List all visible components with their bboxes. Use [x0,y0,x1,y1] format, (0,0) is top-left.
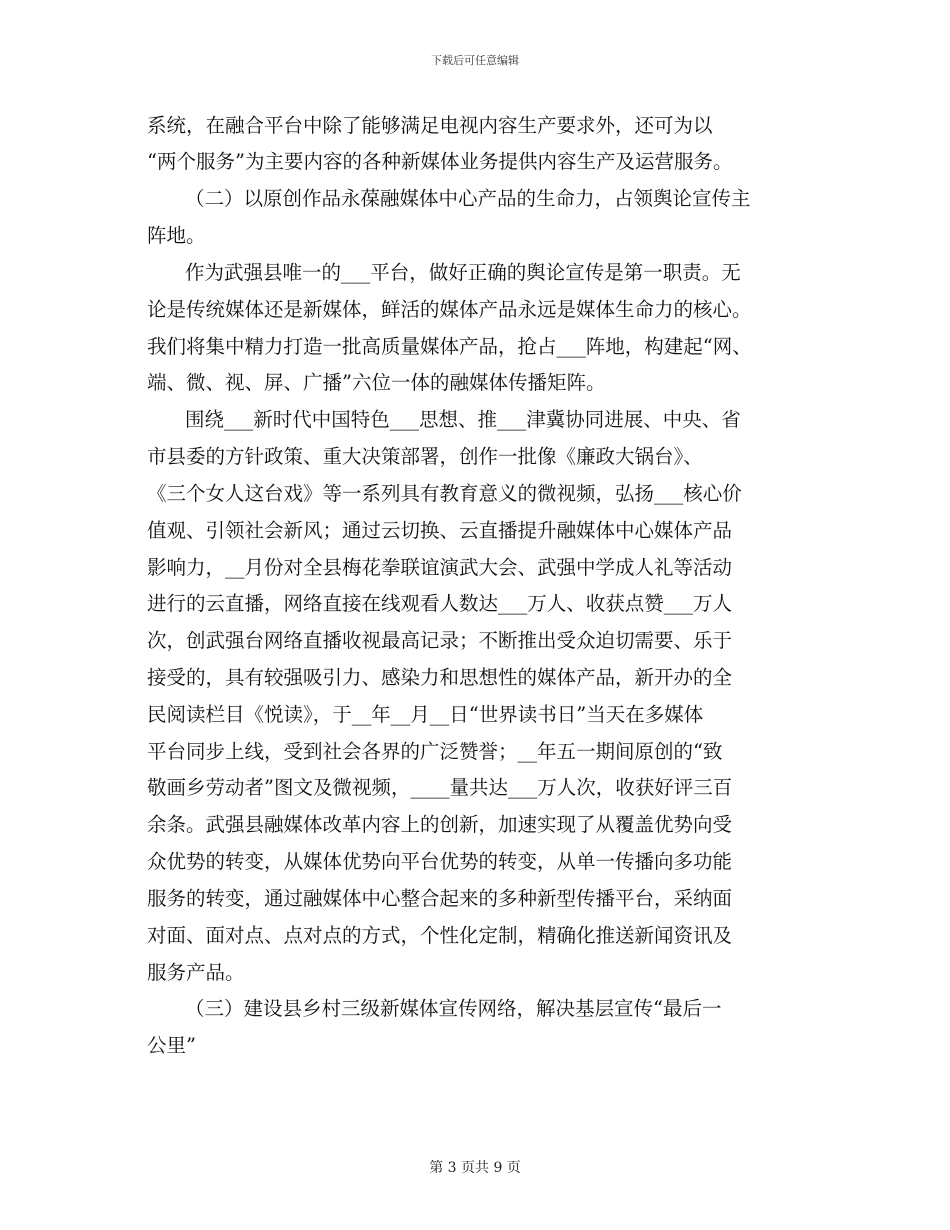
text-line: 次，创武强台网络直播收视最高记录；不断推出受众迫切需要、乐于 [147,629,733,652]
text-line: 端、微、视、屏、广播”六位一体的融媒体传播矩阵。 [147,371,606,394]
text-line: 余条。武强县融媒体改革内容上的创新，加速实现了从覆盖优势向受 [147,813,733,836]
section-heading: （二）以原创作品永葆融媒体中心产品的生命力，占领舆论宣传主 [185,187,751,210]
text-line: 敬画乡劳动者”图文及微视频，____量共达___万人次，收获好评三百 [147,776,733,799]
text-line: 围绕___新时代中国特色___思想、推___津冀协同进展、中央、省 [185,408,741,431]
text-line: 我们将集中精力打造一批高质量媒体产品，抢占___阵地，构建起“网、 [147,335,752,358]
text-line: 论是传统媒体还是新媒体，鲜活的媒体产品永远是媒体生命力的核心。 [147,298,752,321]
text-line: 对面、面对点、点对点的方式，个性化定制，精确化推送新闻资讯及 [147,924,733,947]
text-line: 系统，在融合平台中除了能够满足电视内容生产要求外，还可为以 [147,114,713,137]
text-line: 《三个女人这台戏》等一系列具有教育意义的微视频，弘扬___核心价 [147,482,742,505]
text-line: 接受的，具有较强吸引力、感染力和思想性的媒体产品，新开办的全 [147,666,733,689]
section-heading: 阵地。 [147,224,206,247]
section-heading: （三）建设县乡村三级新媒体宣传网络，解决基层宣传“最后一 [185,997,722,1020]
text-line: 影响力，__月份对全县梅花拳联谊演武大会、武强中学成人礼等活动 [147,556,733,579]
text-line: 市县委的方针政策、重大决策部署，创作一批像《廉政大锅台》、 [147,445,703,468]
text-line: 众优势的转变，从媒体优势向平台优势的转变，从单一传播向多功能 [147,850,733,873]
text-line: 进行的云直播，网络直接在线观看人数达___万人、收获点赞___万人 [147,592,733,615]
text-line: 服务的转变，通过融媒体中心整合起来的多种新型传播平台，采纳面 [147,887,733,910]
text-line: 服务产品。 [147,961,245,984]
text-line: 民阅读栏目《悦读》，于__年__月__日“世界读书日”当天在多媒体 [147,703,704,726]
text-line: 平台同步上线，受到社会各界的广泛赞誉；__年五一期间原创的“致 [147,740,723,763]
section-heading: 公里” [147,1034,196,1057]
text-line: 作为武强县唯一的___平台，做好正确的舆论宣传是第一职责。无 [185,261,741,284]
page-number: 第 3 页共 9 页 [429,1160,521,1176]
page-header: 下载后可任意编辑 [431,54,519,67]
text-line: 值观、引领社会新风；通过云切换、云直播提升融媒体中心媒体产品 [147,519,733,542]
text-line: “两个服务”为主要内容的各种新媒体业务提供内容生产及运营服务。 [147,150,733,173]
